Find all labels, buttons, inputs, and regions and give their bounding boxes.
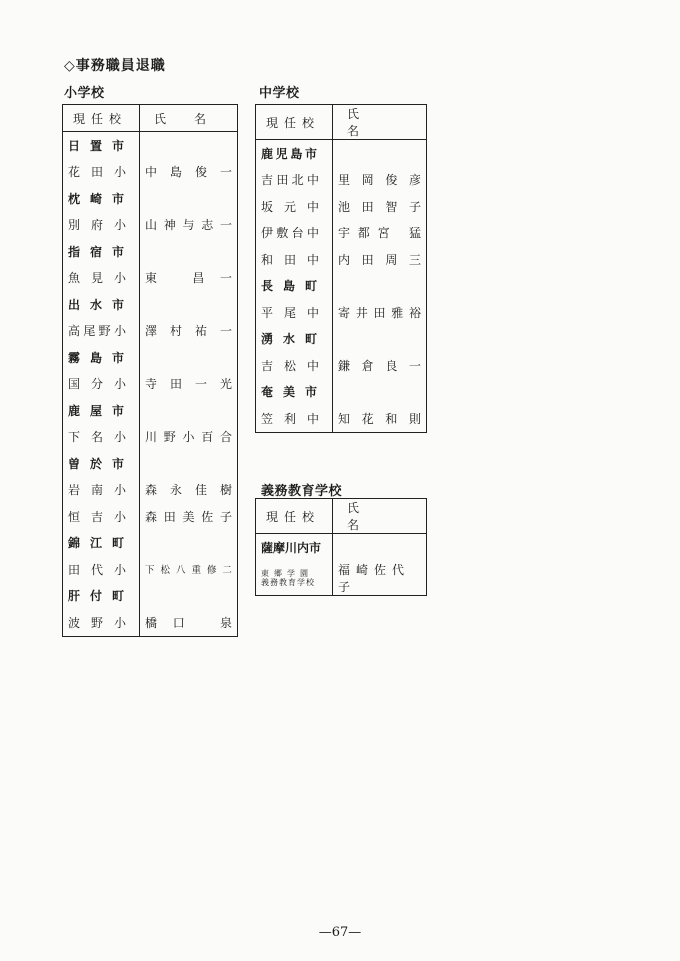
city-label: 霧 島 市	[68, 350, 124, 365]
table-row	[63, 530, 238, 557]
city-label: 曽 於 市	[68, 456, 124, 471]
table-row	[256, 561, 427, 596]
city-label: 長 島 町	[261, 279, 317, 294]
person-name: 寺 田 一 光	[145, 377, 232, 392]
elementary-table	[62, 104, 238, 637]
city-label: 指 宿 市	[68, 244, 124, 259]
city-label: 鹿 屋 市	[68, 403, 124, 418]
school-name: 恒 吉 小	[68, 509, 126, 524]
table-row	[63, 556, 238, 583]
city-label: 出 水 市	[68, 297, 124, 312]
table-row	[63, 609, 238, 636]
table-row	[256, 405, 427, 432]
table-row	[63, 238, 238, 265]
table-header-row	[256, 105, 427, 140]
compulsory-table	[255, 498, 427, 596]
table-row	[256, 534, 427, 561]
table-row	[256, 167, 427, 194]
table-row	[63, 397, 238, 424]
person-name: 東 昌 一	[145, 271, 232, 286]
header-school: 現任校	[256, 499, 333, 534]
table-row	[256, 140, 427, 167]
table-row	[256, 299, 427, 326]
header-name: 氏名	[140, 105, 238, 132]
table-row	[63, 371, 238, 398]
city-label: 薩摩川内市	[261, 540, 322, 555]
city-label: 鹿 児 島 市	[261, 146, 317, 161]
table-row	[256, 220, 427, 247]
table-row	[63, 503, 238, 530]
table-row	[63, 450, 238, 477]
table-row	[256, 273, 427, 300]
person-name: 池 田 智 子	[338, 199, 421, 214]
table-row	[63, 477, 238, 504]
person-name: 川 野 小 百 合	[145, 430, 232, 445]
table-row	[63, 318, 238, 345]
school-name: 国 分 小	[68, 377, 126, 392]
elementary-title: 小学校	[64, 86, 105, 101]
section-heading: ◇事務職員退職	[64, 58, 166, 74]
table-row	[256, 193, 427, 220]
table-row	[63, 132, 238, 159]
table-header-row	[63, 105, 238, 132]
person-name: 森 永 佳 樹	[145, 483, 232, 498]
school-name: 吉 松 中	[261, 358, 319, 373]
header-name: 氏名	[333, 105, 427, 140]
person-name: 寄 井 田 雅 裕	[338, 305, 421, 320]
school-name-line1: 東郷学園	[261, 568, 313, 578]
header-school: 現任校	[63, 105, 140, 132]
person-name: 知 花 和 則	[338, 411, 421, 426]
school-name: 笠 利 中	[261, 411, 319, 426]
person-name: 宇 都 宮 猛	[338, 226, 421, 241]
school-name: 坂 元 中	[261, 199, 319, 214]
school-name: 平 尾 中	[261, 305, 319, 320]
school-name: 伊 敷 台 中	[261, 226, 319, 241]
header-name: 氏名	[333, 499, 427, 534]
table-row	[256, 352, 427, 379]
city-label: 枕 崎 市	[68, 191, 124, 206]
table-row	[63, 344, 238, 371]
city-label: 奄 美 市	[261, 385, 317, 400]
table-row	[63, 583, 238, 610]
header-school: 現任校	[256, 105, 333, 140]
person-name: 内 田 周 三	[338, 252, 421, 267]
table-row	[256, 326, 427, 353]
school-name: 高 尾 野 小	[68, 324, 126, 339]
junior-table	[255, 104, 427, 433]
person-name: 中 島 俊 一	[145, 165, 232, 180]
table-row	[63, 291, 238, 318]
school-name-line2: 義務教育学校	[261, 577, 315, 587]
table-row	[63, 212, 238, 239]
school-name: 田 代 小	[68, 562, 126, 577]
person-name: 下 松 八 重 修 二	[145, 565, 232, 577]
table-row	[63, 159, 238, 186]
table-header-row	[256, 499, 427, 534]
school-name: 吉 田 北 中	[261, 173, 319, 188]
school-name: 和 田 中	[261, 252, 319, 267]
table-row	[256, 246, 427, 273]
person-name: 里 岡 俊 彦	[338, 173, 421, 188]
city-label: 日 置 市	[68, 138, 124, 153]
school-name: 花 田 小	[68, 165, 126, 180]
school-name: 下 名 小	[68, 430, 126, 445]
page-number: —67—	[318, 925, 362, 940]
city-label: 肝 付 町	[68, 589, 124, 604]
school-name: 別 府 小	[68, 218, 126, 233]
person-name: 森 田 美 佐 子	[145, 509, 232, 524]
city-label: 錦 江 町	[68, 536, 124, 551]
table-row	[63, 424, 238, 451]
compulsory-title: 義務教育学校	[261, 484, 343, 499]
person-name: 澤 村 祐 一	[145, 324, 232, 339]
school-name: 波 野 小	[68, 615, 126, 630]
school-name: 岩 南 小	[68, 483, 126, 498]
table-row	[63, 265, 238, 292]
table-row	[256, 379, 427, 406]
city-label: 湧 水 町	[261, 332, 317, 347]
junior-title: 中学校	[259, 86, 300, 101]
person-name: 山 神 与 志 一	[145, 218, 232, 233]
table-row	[63, 185, 238, 212]
person-name: 鎌 倉 良 一	[338, 358, 421, 373]
school-name: 魚 見 小	[68, 271, 126, 286]
person-name: 橋 口 泉	[145, 615, 232, 630]
person-name: 福崎佐代子	[338, 562, 411, 594]
